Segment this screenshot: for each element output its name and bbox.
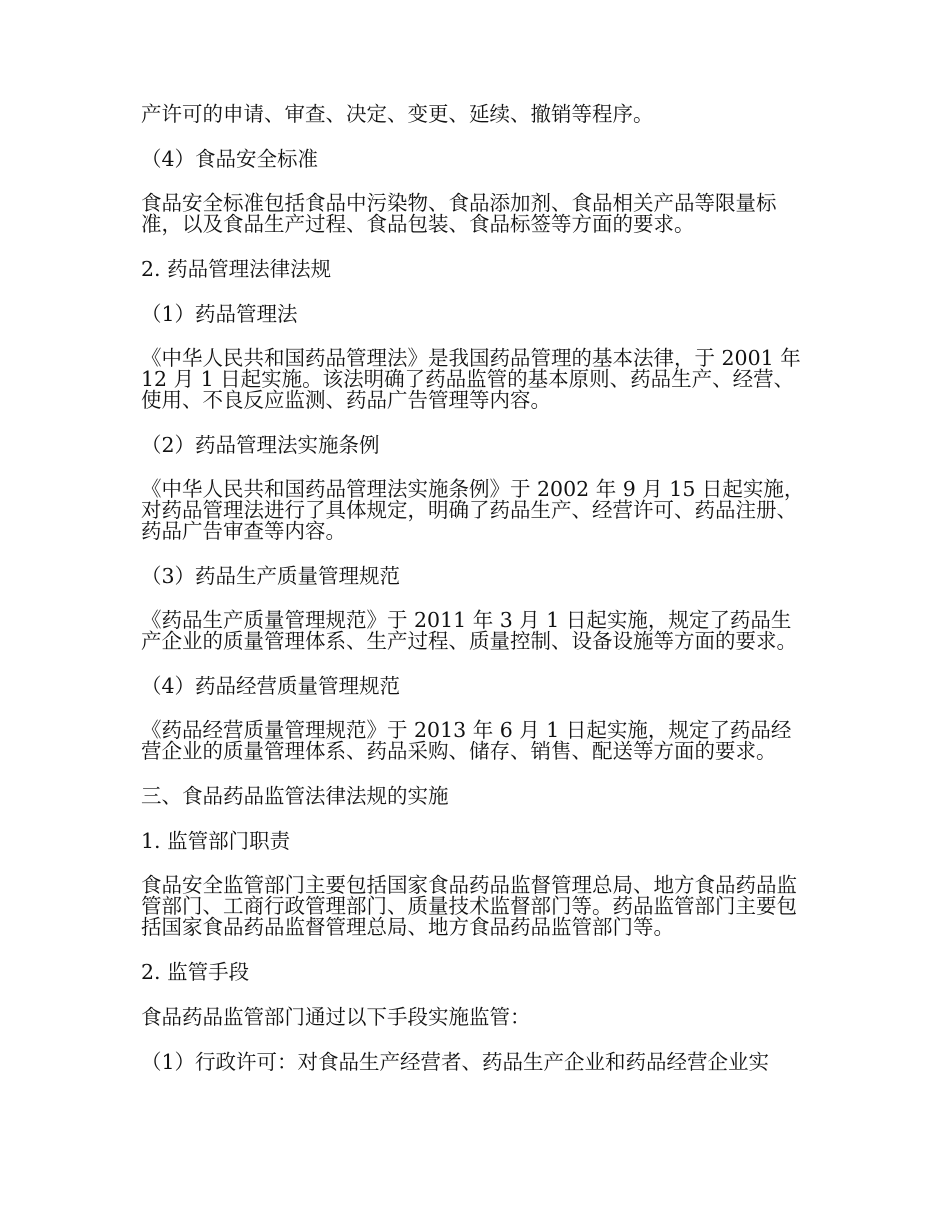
paragraph-gmp: 《药品生产质量管理规范》于 2011 年 3 月 1 日起实施，规定了药品生产企业的质量管理体系、生产过程、质量控制、设备设施等方面的要求。: [141, 608, 797, 653]
heading-gmp: （3）药品生产质量管理规范: [141, 564, 401, 588]
paragraph-drug-administration-law: 《中华人民共和国药品管理法》是我国药品管理的基本法律，于 2001 年 12 月 1 日起实施。该法明确了药品监管的基本原则、药品生产、经营、使用、不良反应监测、药品广告管理等内容。: [141, 346, 801, 412]
heading-drug-laws: 2. 药品管理法律法规: [141, 257, 332, 281]
heading-implementation-regulations: （2）药品管理法实施条例: [141, 433, 380, 457]
heading-department-duties: 1. 监管部门职责: [141, 829, 291, 853]
heading-section-three: 三、食品药品监管法律法规的实施: [141, 784, 449, 808]
paragraph-gsp: 《药品经营质量管理规范》于 2013 年 6 月 1 日起实施，规定了药品经营企业的质量管理体系、药品采购、储存、销售、配送等方面的要求。: [141, 718, 792, 763]
paragraph-regulatory-means-intro: 食品药品监管部门通过以下手段实施监管：: [141, 1005, 531, 1029]
paragraph-department-duties: 食品安全监管部门主要包括国家食品药品监督管理总局、地方食品药品监管部门、工商行政管理部门、质量技术监督部门等。药品监管部门主要包括国家食品药品监督管理总局、地方食品药品监管部门等。: [141, 873, 797, 939]
paragraph-administrative-license: （1）行政许可：对食品生产经营者、药品生产企业和药品经营企业实: [141, 1050, 770, 1074]
paragraph-food-safety-standards: 食品安全标准包括食品中污染物、食品添加剂、食品相关产品等限量标准，以及食品生产过程、食品包装、食品标签等方面的要求。: [141, 191, 777, 236]
paragraph-implementation-regulations: 《中华人民共和国药品管理法实施条例》于 2002 年 9 月 15 日起实施，对药品管理法进行了具体规定，明确了药品生产、经营许可、药品注册、药品广告审查等内容。: [141, 477, 805, 543]
document-body: [141, 103, 811, 1096]
heading-food-safety-standards: （4）食品安全标准: [141, 147, 319, 171]
heading-gsp: （4）药品经营质量管理规范: [141, 674, 401, 698]
paragraph-permit-procedure: 产许可的申请、审查、决定、变更、延续、撤销等程序。: [141, 102, 654, 126]
heading-drug-administration-law: （1）药品管理法: [141, 302, 298, 326]
heading-regulatory-means: 2. 监管手段: [141, 960, 250, 984]
